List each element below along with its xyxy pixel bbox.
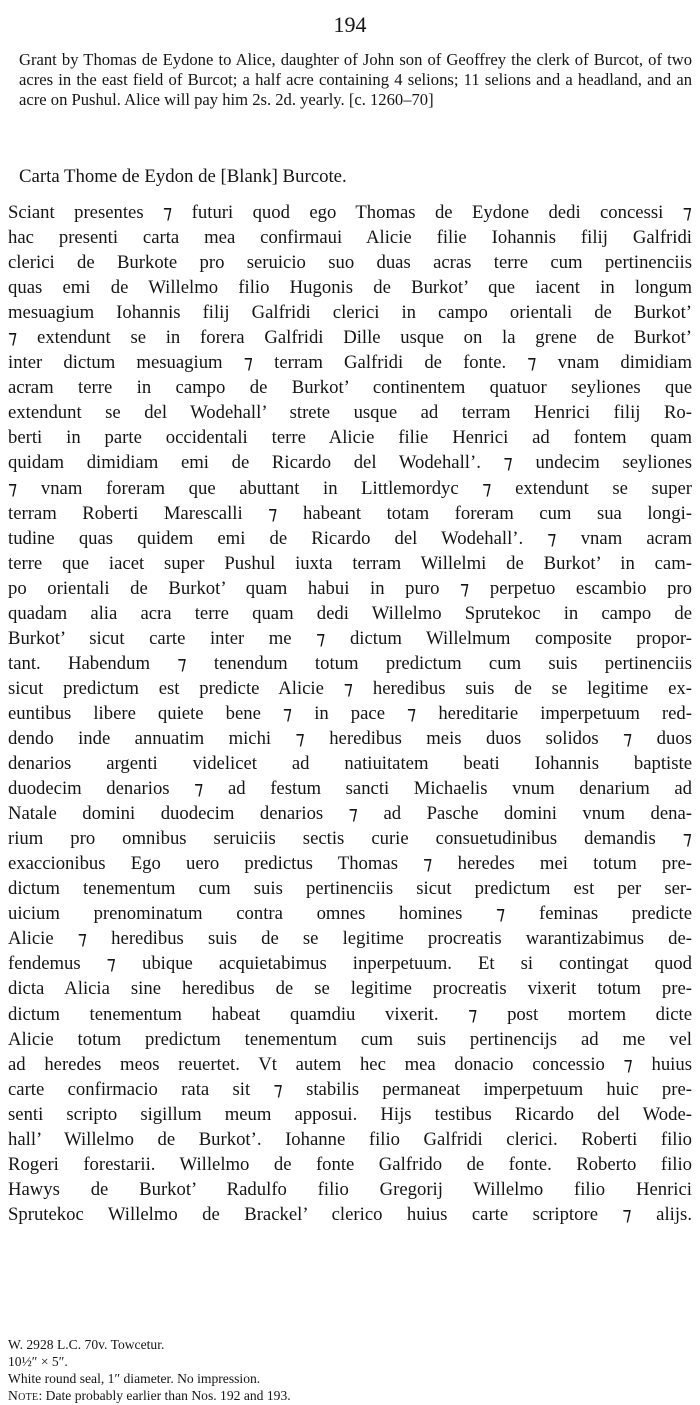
note-reference: W. 2928 L.C. 70v. Towcetur. [8, 1337, 165, 1352]
charter-line: Alicie totum predictum tenementum cum suis pertinencijs ad me vel [8, 1028, 692, 1050]
charter-line: terram Roberti Marescalli ⁊ habeant totam foreram cum sua longi- [8, 502, 692, 524]
charter-line: terre que iacet super Pushul iuxta terram Willelmi de Burkot’ in cam- [8, 552, 692, 574]
editorial-notes [8, 1336, 692, 1404]
note-seal: White round seal, 1″ diameter. No impression. [8, 1371, 261, 1386]
charter-line: Alicie ⁊ heredibus suis de se legitime procreatis warantizabimus de- [8, 928, 692, 950]
charter-line: quadam alia acra terre quam dedi Willelmo Sprutekoc in campo de [8, 602, 692, 624]
charter-line: ⁊ extendunt se in forera Galfridi Dille usque on la grene de Burkot’ [8, 327, 692, 349]
charter-line: Burkot’ sicut carte inter me ⁊ dictum Willelmum composite propor- [8, 627, 692, 649]
charter-line: ⁊ vnam foreram que abuttant in Littlemordyc ⁊ extendunt se super [8, 477, 692, 499]
charter-line: Natale domini duodecim denarios ⁊ ad Pasche domini vnum dena- [8, 803, 692, 825]
charter-line: Sprutekoc Willelmo de Brackel’ clerico huius carte scriptore ⁊ alijs. [8, 1203, 692, 1225]
charter-line: mesuagium Iohannis filij Galfridi clerici in campo orientali de Burkot’ [8, 302, 692, 324]
charter-line: Hawys de Burkot’ Radulfo filio Gregorij Willelmo filio Henrici [8, 1178, 692, 1200]
charter-line: dictum tenementum cum suis pertinenciis sicut predictum est per ser- [8, 878, 692, 900]
charter-line: rium pro omnibus seruiciis sectis curie consuetudinibus demandis ⁊ [8, 828, 692, 850]
charter-line: acram terre in campo de Burkot’ continentem quatuor seyliones que [8, 377, 692, 399]
charter-line: Sciant presentes ⁊ futuri quod ego Thomas de Eydone dedi concessi ⁊ [8, 202, 692, 223]
charter-line: quidam dimidiam emi de Ricardo del Wodehall’. ⁊ undecim seyliones [8, 452, 692, 474]
charter-line: euntibus libere quiete bene ⁊ in pace ⁊ hereditarie imperpetuum red- [8, 702, 692, 724]
page-number: 194 [333, 12, 367, 37]
charter-line: hac presenti carta mea confirmaui Alicie filie Iohannis filij Galfridi [8, 227, 692, 249]
charter-line: ad heredes meos reuertet. Vt autem hec mea donacio concessio ⁊ huius [8, 1053, 692, 1075]
charter-line: fendemus ⁊ ubique acquietabimus inperpetuum. Et si contingat quod [8, 953, 692, 975]
charter-line: dictum tenementum habeat quamdiu vixerit. ⁊ post mortem dicte [8, 1003, 692, 1025]
charter-line: hall’ Willelmo de Burkot’. Iohanne filio Galfridi clerici. Roberti filio [8, 1128, 692, 1150]
charter-line: po orientali de Burkot’ quam habui in puro ⁊ perpetuo escambio pro [8, 577, 692, 599]
charter-line: berti in parte occidentali terre Alicie filie Henrici ad fontem quam [8, 427, 692, 449]
note-dimensions: 10½″ × 5″. [8, 1354, 68, 1369]
charter-line: duodecim denarios ⁊ ad festum sancti Michaelis vnum denarium ad [8, 778, 692, 800]
charter-line: inter dictum mesuagium ⁊ terram Galfridi de fonte. ⁊ vnam dimidiam [8, 352, 692, 374]
charter-line: uicium prenominatum contra omnes homines ⁊ feminas predicte [8, 903, 692, 925]
charter-line: tudine quas quidem emi de Ricardo del Wodehall’. ⁊ vnam acram [8, 527, 692, 549]
charter-text [8, 200, 692, 1227]
charter-line: dicta Alicia sine heredibus de se legitime procreatis vixerit totum pre- [8, 978, 692, 1000]
charter-line: clerici de Burkote pro seruicio suo duas acras terre cum pertinenciis [8, 252, 692, 274]
charter-line: senti scripto sigillum meum apposui. Hijs testibus Ricardo del Wode- [8, 1103, 692, 1125]
charter-line: sicut predictum est predicte Alicie ⁊ heredibus suis de se legitime ex- [8, 677, 692, 699]
charter-heading: Carta Thome de Eydon de [Blank] Burcote. [19, 166, 347, 187]
charter-line: exaccionibus Ego uero predictus Thomas ⁊ heredes mei totum pre- [8, 853, 692, 875]
charter-line: Rogeri forestarii. Willelmo de fonte Galfrido de fonte. Roberto filio [8, 1153, 692, 1175]
charter-line: dendo inde annuatim michi ⁊ heredibus meis duos solidos ⁊ duos [8, 727, 692, 749]
charter-line: extendunt se del Wodehall’ strete usque ad terram Henrici filij Ro- [8, 402, 692, 424]
charter-line: carte confirmacio rata sit ⁊ stabilis permaneat imperpetuum huic pre- [8, 1078, 692, 1100]
charter-line: denarios argenti videlicet ad natiuitatem beati Iohannis baptiste [8, 753, 692, 775]
note-text: : Date probably earlier than Nos. 192 and 193. [38, 1388, 291, 1403]
charter-line: tant. Habendum ⁊ tenendum totum predictum cum suis pertinenciis [8, 652, 692, 674]
note-label: Note [8, 1388, 39, 1403]
charter-line: quas emi de Willelmo filio Hugonis de Burkot’ que iacent in longum [8, 277, 692, 299]
charter-summary: Grant by Thomas de Eydone to Alice, daughter of John son of Geoffrey the clerk of Burcot, of two acres in the east field of Burcot; a half acre containing 4 selions; 11 selions and a headland, and an acre on Pushul. Alice will pay him 2s. 2d. yearly. [c. 1260–70] [19, 50, 692, 110]
note-dating [8, 1387, 692, 1404]
